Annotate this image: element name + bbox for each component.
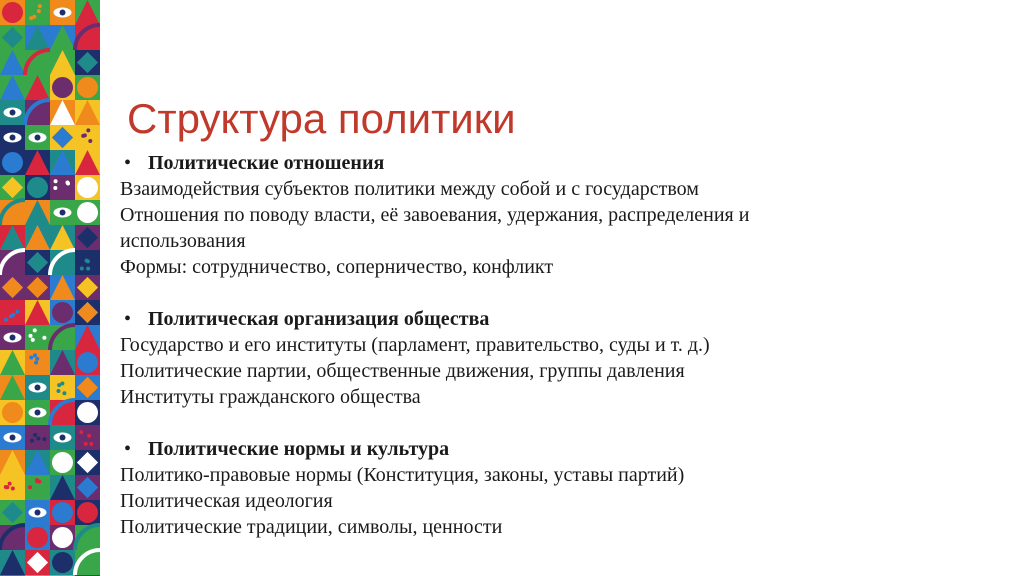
mosaic-circle [52,527,73,548]
section-norms-culture [120,436,980,540]
section-political-organization [120,306,980,410]
eye-pupil [35,510,41,516]
body-line: Политическая идеология [120,490,333,512]
eye-pupil [35,410,41,416]
mosaic-dot [56,389,60,393]
mosaic-dot [81,134,85,138]
eye-pupil [35,135,41,141]
mosaic-dot [5,485,9,489]
mosaic-dot [42,336,46,340]
mosaic-dot [65,181,69,185]
mosaic-circle [2,2,23,23]
slide-content [120,150,980,540]
heading-text: Политические нормы и культура [148,438,450,460]
eye-pupil [10,135,16,141]
eye-pupil [60,435,66,441]
mosaic-circle [77,502,98,523]
mosaic-circle [52,77,73,98]
mosaic-dot [79,430,83,434]
heading-text: Политическая организация общества [148,308,490,330]
body-line: Формы: сотрудничество, соперничество, конфликт [120,256,554,278]
mosaic-dot [86,128,90,132]
mosaic-dot [87,434,91,438]
mosaic-dot [84,442,88,446]
mosaic-dot [36,437,40,441]
mosaic-tile [0,300,25,325]
bullet-icon: • [124,152,132,174]
bullet-icon: • [124,438,132,460]
body-line: Государство и его институты (парламент, правительство, суды и т. д.) [120,334,710,356]
mosaic-dot [4,318,8,322]
eye-pupil [10,435,16,441]
bullet-icon: • [124,308,132,330]
mosaic-dot [86,259,90,263]
mosaic-dot [37,9,41,13]
mosaic-circle [52,552,73,573]
body-line: Политические партии, общественные движения, группы давления [120,360,685,382]
mosaic-dot [29,355,33,359]
section-political-relations [120,150,980,280]
mosaic-dot [37,479,41,483]
body-line: Политические традиции, символы, ценности [120,516,503,538]
body-line: Отношения по поводу власти, её завоевания, удержания, распределения и [120,204,750,226]
mosaic-tile [50,375,75,400]
body-line: Институты гражданского общества [120,386,421,408]
mosaic-pattern [0,0,100,576]
mosaic-dot [33,433,37,437]
mosaic-dot [29,334,33,338]
mosaic-circle [52,302,73,323]
mosaic-dot [86,267,90,271]
mosaic-dot [34,361,38,365]
mosaic-dot [62,391,66,395]
mosaic-dot [30,439,34,443]
mosaic-circle [27,177,48,198]
mosaic-circle [77,77,98,98]
eye-pupil [10,335,16,341]
mosaic-dot [53,186,57,190]
mosaic-dot [31,338,35,342]
mosaic-circle [2,402,23,423]
body-line: Взаимодействия субъектов политики между собой и с государством [120,178,699,200]
mosaic-dot [38,4,42,8]
mosaic-dot [89,442,93,446]
section-heading [120,436,980,462]
mosaic-dot [88,139,92,143]
slide-title: Структура политики [127,95,516,142]
mosaic-dot [9,314,13,318]
mosaic-dot [32,15,36,19]
mosaic-circle [52,502,73,523]
mosaic-circle [77,202,98,223]
mosaic-circle [27,527,48,548]
decorative-pattern-strip [0,0,100,576]
mosaic-dot [33,328,37,332]
eye-pupil [60,210,66,216]
mosaic-tile [75,425,100,450]
mosaic-dot [15,310,19,314]
mosaic-dot [54,179,58,183]
mosaic-dot [28,485,32,489]
heading-text: Политические отношения [148,152,385,174]
mosaic-dot [60,381,64,385]
body-line: Политико-правовые нормы (Конституция, законы, уставы партий) [120,464,685,486]
mosaic-dot [80,266,84,270]
mosaic-dot [35,357,39,361]
mosaic-dot [33,353,37,357]
mosaic-circle [77,177,98,198]
eye-pupil [35,385,41,391]
section-heading [120,150,980,176]
body-line: использования [120,230,246,252]
mosaic-dot [8,482,12,486]
mosaic-circle [77,402,98,423]
mosaic-circle [2,152,23,173]
eye-pupil [10,110,16,116]
mosaic-circle [52,452,73,473]
mosaic-dot [11,487,15,491]
section-heading [120,306,980,332]
mosaic-circle [77,352,98,373]
eye-pupil [60,10,66,16]
mosaic-dot [42,437,46,441]
